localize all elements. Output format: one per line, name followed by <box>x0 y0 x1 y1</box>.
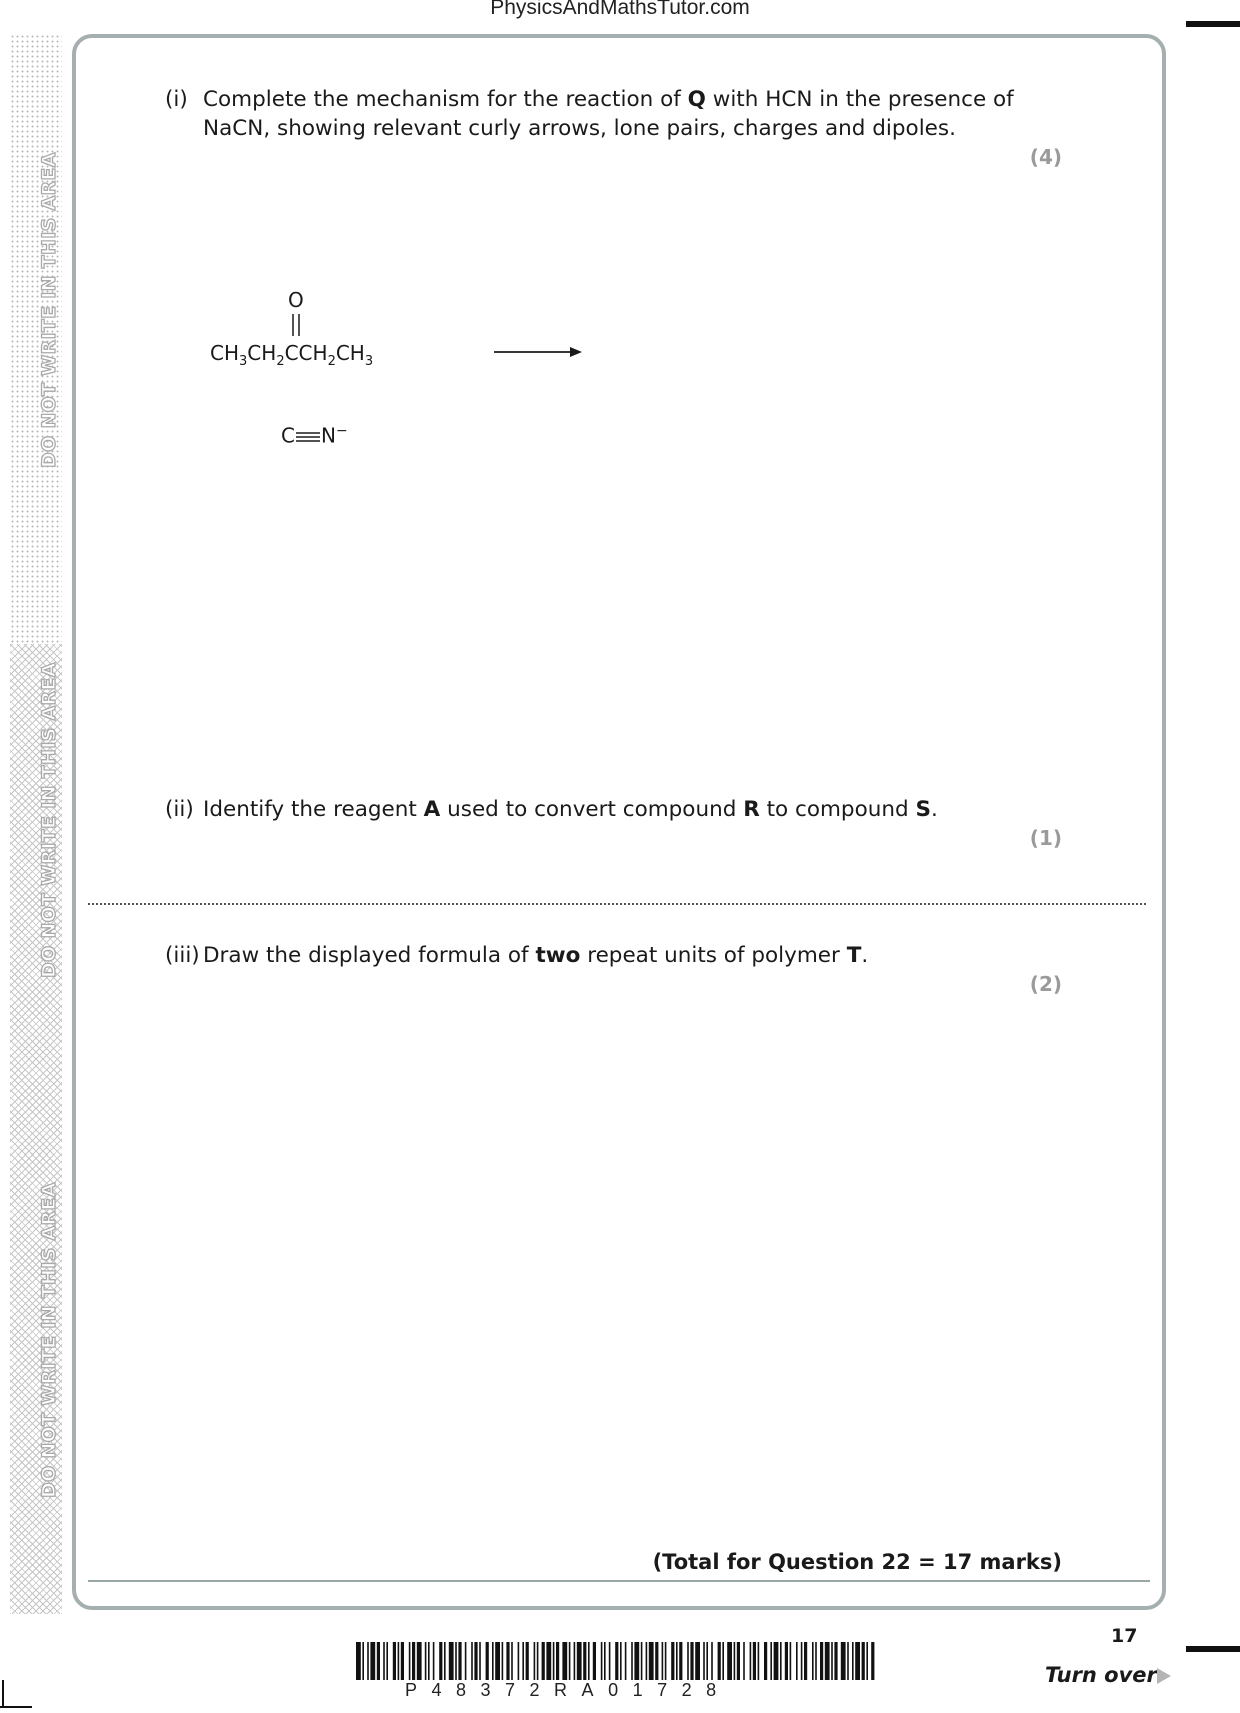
barcode-bar <box>862 1642 865 1680</box>
reaction-arrow <box>494 344 584 360</box>
barcode-bar <box>825 1642 830 1680</box>
barcode-bar <box>495 1642 500 1680</box>
barcode-bar <box>393 1642 396 1680</box>
barcode-bar <box>377 1642 380 1680</box>
barcode-bar <box>671 1642 674 1680</box>
turn-over-label: Turn over <box>1045 1663 1157 1687</box>
total-rule <box>88 1580 1150 1582</box>
barcode-bar <box>734 1642 736 1680</box>
barcode-bar <box>534 1642 536 1680</box>
barcode-bar <box>815 1642 817 1680</box>
barcode-bar <box>356 1642 361 1680</box>
barcode-bar <box>820 1642 823 1680</box>
barcode-bar <box>433 1642 435 1680</box>
barcode-bar <box>417 1642 422 1680</box>
barcode-bar <box>711 1642 713 1680</box>
barcode-bar <box>569 1642 571 1680</box>
registration-mark-top <box>1186 21 1240 27</box>
barcode-bar <box>474 1642 477 1680</box>
barcode-bar <box>706 1642 708 1680</box>
barcode-bar <box>855 1642 860 1680</box>
barcode-bar <box>412 1642 415 1680</box>
barcode-bar <box>518 1642 520 1680</box>
barcode-bar <box>583 1642 586 1680</box>
barcode-number: P48372RA01728 <box>405 1680 731 1700</box>
barcode-bar <box>753 1642 756 1680</box>
barcode-bar <box>634 1642 639 1680</box>
margin-warning-1: DO NOT WRITE IN THIS AREA <box>38 152 60 468</box>
marks-ii: (1) <box>1029 826 1062 850</box>
barcode-bar <box>383 1642 385 1680</box>
barcode-bar <box>562 1642 567 1680</box>
barcode-bar <box>502 1642 504 1680</box>
barcode-bar <box>522 1642 524 1680</box>
question-number-iii: (iii) <box>165 943 200 968</box>
barcode-bar <box>801 1642 803 1680</box>
barcode-bar <box>718 1642 721 1680</box>
margin-warning-3: DO NOT WRITE IN THIS AREA <box>38 1182 60 1498</box>
triple-bond <box>296 430 320 444</box>
barcode-bar <box>831 1642 833 1680</box>
barcode-bar <box>687 1642 689 1680</box>
barcode-bar <box>631 1642 633 1680</box>
marks-iii: (2) <box>1029 972 1062 996</box>
barcode-bar <box>574 1642 576 1680</box>
barcode-bar <box>486 1642 489 1680</box>
barcode-bar <box>649 1642 654 1680</box>
question-i-line-1: Complete the mechanism for the reaction of Q with HCN in the presence of <box>203 87 1014 112</box>
barcode-bar <box>409 1642 411 1680</box>
question-ii-text: Identify the reagent A used to convert compound R to compound S. <box>203 797 938 822</box>
barcode-bar <box>695 1642 700 1680</box>
barcode-bar <box>401 1642 404 1680</box>
barcode-bar <box>492 1642 494 1680</box>
barcode-bar <box>796 1642 798 1680</box>
marks-i: (4) <box>1029 145 1062 169</box>
barcode-bar <box>444 1642 446 1680</box>
barcode-bar <box>546 1642 551 1680</box>
barcode-bar <box>703 1642 705 1680</box>
barcode-bar <box>511 1642 513 1680</box>
registration-mark-left <box>0 1706 32 1708</box>
ketone-formula: $CH_3CH_2CCH_2CH_3$ <box>210 341 374 369</box>
barcode-bar <box>758 1642 760 1680</box>
barcode-bar <box>526 1642 529 1680</box>
barcode-bar <box>556 1642 559 1680</box>
barcode-bar <box>834 1642 837 1680</box>
barcode-bar <box>812 1642 814 1680</box>
barcode-bar <box>852 1642 854 1680</box>
barcode-bar <box>785 1642 788 1680</box>
barcode-bar <box>362 1642 364 1680</box>
question-iii-text: Draw the displayed formula of two repeat units of polymer T. <box>203 943 869 968</box>
barcode-bar <box>625 1642 627 1680</box>
barcode-bar <box>553 1642 555 1680</box>
barcode-bar <box>804 1642 807 1680</box>
barcode-bar <box>577 1642 582 1680</box>
barcode-bar <box>506 1642 509 1680</box>
barcode-bar <box>604 1642 606 1680</box>
barcode-bar <box>743 1642 745 1680</box>
registration-mark-bottom <box>1186 1646 1240 1652</box>
barcode-bar <box>866 1642 868 1680</box>
barcode-bar <box>737 1642 740 1680</box>
page-number: 17 <box>1111 1625 1138 1647</box>
barcode-bar <box>620 1642 622 1680</box>
cyanide-ion: C N− <box>281 423 348 448</box>
question-number-i: (i) <box>165 87 188 112</box>
barcode-bar <box>398 1642 400 1680</box>
registration-mark-left-v <box>2 1680 4 1708</box>
barcode-bar <box>780 1642 782 1680</box>
barcode-bar <box>655 1642 658 1680</box>
barcode-bar <box>770 1642 772 1680</box>
barcode-bar <box>646 1642 648 1680</box>
barcode-bar <box>593 1642 596 1680</box>
barcode-bar <box>428 1642 430 1680</box>
barcode <box>356 1642 880 1684</box>
barcode-bar <box>609 1642 611 1680</box>
question-total: (Total for Question 22 = 17 marks) <box>652 1550 1062 1574</box>
barcode-bar <box>847 1642 849 1680</box>
barcode-bar <box>679 1642 682 1680</box>
barcode-bar <box>425 1642 427 1680</box>
barcode-bar <box>750 1642 752 1680</box>
carbonyl-double-bond <box>290 312 304 338</box>
carbonyl-oxygen: O <box>288 288 304 312</box>
barcode-bar <box>439 1642 442 1680</box>
barcode-bar <box>727 1642 732 1680</box>
barcode-bar <box>471 1642 473 1680</box>
barcode-bar <box>764 1642 767 1680</box>
barcode-bar <box>790 1642 792 1680</box>
barcode-bar <box>542 1642 545 1680</box>
barcode-bar <box>871 1642 874 1680</box>
barcode-bar <box>386 1642 388 1680</box>
barcode-bar <box>465 1642 467 1680</box>
barcode-bar <box>841 1642 846 1680</box>
barcode-bar <box>455 1642 457 1680</box>
barcode-bar <box>665 1642 667 1680</box>
turn-over-arrow-icon <box>1156 1667 1172 1685</box>
barcode-bar <box>449 1642 454 1680</box>
barcode-bar <box>601 1642 603 1680</box>
site-header: PhysicsAndMathsTutor.com <box>490 0 750 19</box>
barcode-bar <box>615 1642 618 1680</box>
barcode-bar <box>690 1642 693 1680</box>
question-i-line-2: NaCN, showing relevant curly arrows, lone pairs, charges and dipoles. <box>203 116 956 141</box>
barcode-bar <box>367 1642 369 1680</box>
barcode-bar <box>479 1642 481 1680</box>
margin-warning-2: DO NOT WRITE IN THIS AREA <box>38 662 60 978</box>
barcode-bar <box>662 1642 664 1680</box>
barcode-bar <box>641 1642 643 1680</box>
answer-line-ii[interactable] <box>88 903 1146 905</box>
barcode-bar <box>458 1642 461 1680</box>
question-number-ii: (ii) <box>165 797 194 822</box>
barcode-bar <box>774 1642 779 1680</box>
barcode-bar <box>370 1642 375 1680</box>
barcode-bar <box>588 1642 590 1680</box>
barcode-bar <box>676 1642 678 1680</box>
barcode-bar <box>537 1642 539 1680</box>
barcode-bar <box>722 1642 724 1680</box>
